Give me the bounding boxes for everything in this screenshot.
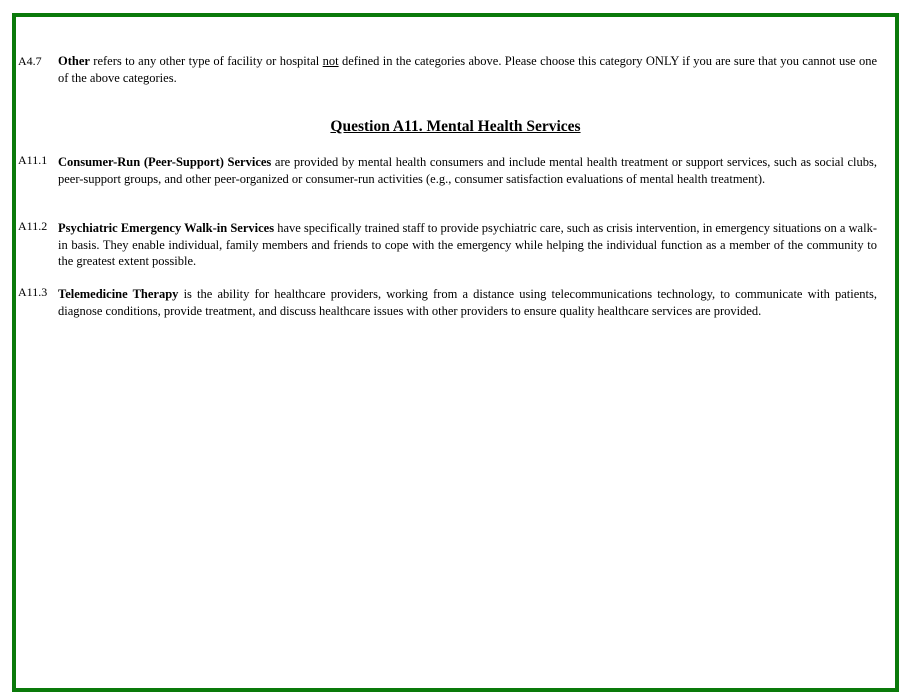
definition-term: Telemedicine Therapy <box>58 287 179 301</box>
definition-body: are provided by mental health consumers and include mental health treatment or support services, such as social clubs, peer-support groups, and other peer-organized or consumer-run activities (e.g., consumer satisfaction evaluations of mental health treatment). <box>58 155 877 186</box>
underlined-word: not <box>322 54 339 68</box>
item-number: A11.2 <box>18 219 48 233</box>
item-number: A11.1 <box>18 153 48 167</box>
definition-body-part: defined in the categories above. Please choose this category ONLY if you are sure that you cannot use one of the above categories. <box>58 54 878 85</box>
definition-text <box>58 53 877 86</box>
item-number: A4.7 <box>18 54 42 68</box>
section-heading: Question A11. Mental Health Services <box>330 118 581 135</box>
definition-term: Consumer-Run (Peer-Support) Services <box>58 155 272 169</box>
definition-body: have specifically trained staff to provide psychiatric care, such as crisis intervention, in emergency situations on a walk-in basis. They enable individual, family members and friends to cope with the emergency while helping the individual function as a member of the community to the greatest extent possible. <box>58 221 877 268</box>
definition-text <box>58 154 877 187</box>
definition-body-part: refers to any other type of facility or hospital <box>89 54 323 68</box>
item-number: A11.3 <box>18 285 48 299</box>
definition-text <box>58 286 877 319</box>
definition-body: is the ability for healthcare providers, working from a distance using telecommunications technology, to communicate with patients, diagnose conditions, provide treatment, and discuss healthcare issues with other providers to ensure quality healthcare services are provided. <box>58 287 877 318</box>
definition-term: Other <box>58 54 90 68</box>
definition-term: Psychiatric Emergency Walk-in Services <box>58 221 275 235</box>
page-frame <box>12 13 899 692</box>
definition-text <box>58 220 877 270</box>
